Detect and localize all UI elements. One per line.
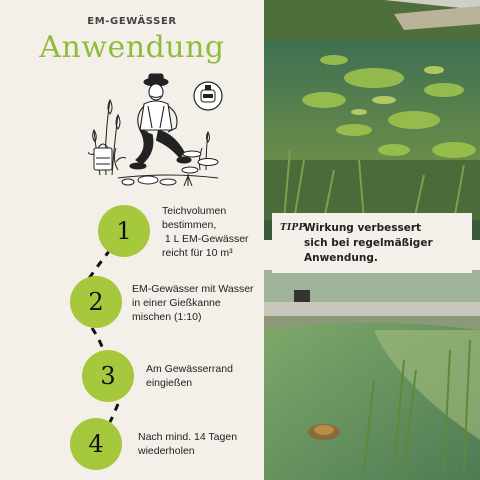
step-3-text: Am Gewässerrand eingießen xyxy=(146,363,233,389)
step-2-text: EM-Gewässer mit Wasser in einer Gießkanne mischen (1:10) xyxy=(132,283,254,323)
step-1-text: Teichvolumen bestimmen, 1 L EM-Gewässer reicht für 10 m³ xyxy=(162,205,249,259)
step-1-number: 1 xyxy=(98,205,150,257)
tip-text: Wirkung verbessert sich bei regelmäßiger Anwendung. xyxy=(304,222,433,264)
page-title: Anwendung xyxy=(39,30,225,65)
step-3-number: 3 xyxy=(82,350,134,402)
step-4-number: 4 xyxy=(70,418,122,470)
tip-label: TIPP xyxy=(280,223,306,233)
step-4-text: Nach mind. 14 Tagen wiederholen xyxy=(138,431,238,457)
step-2-number: 2 xyxy=(70,276,122,328)
subtitle: EM-GEWÄSSER xyxy=(87,16,177,27)
